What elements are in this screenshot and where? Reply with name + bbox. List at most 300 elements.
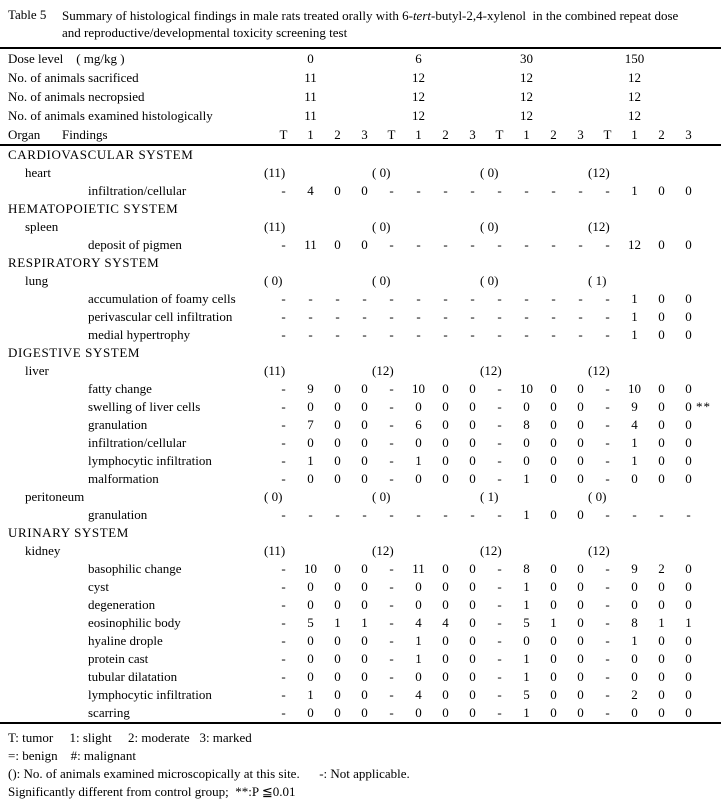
dose-value: 30 [520, 51, 533, 66]
finding-value: 0 [361, 687, 368, 702]
finding-value: - [389, 435, 394, 450]
finding-value: 1 [550, 615, 557, 630]
finding-value: 1 [658, 615, 665, 630]
animal-count: 12 [412, 89, 425, 104]
finding-value: 1 [307, 453, 314, 468]
finding-row [0, 470, 721, 488]
finding-row [0, 560, 721, 578]
finding-value: - [281, 669, 286, 684]
finding-value: - [497, 615, 502, 630]
finding-value: 0 [550, 417, 557, 432]
grade-column-label: 2 [658, 127, 665, 142]
organ-exam-count: (12) [480, 543, 502, 558]
finding-value: - [389, 417, 394, 432]
finding-value: - [605, 705, 610, 720]
organ-row [0, 272, 721, 290]
finding-value: - [578, 183, 583, 198]
finding-value: 0 [577, 561, 584, 576]
organ-exam-count: ( 0) [264, 489, 283, 504]
finding-value: 0 [685, 687, 692, 702]
finding-value: 0 [658, 327, 665, 342]
row-label: spleen [25, 219, 59, 234]
finding-value: 1 [631, 453, 638, 468]
finding-value: - [281, 291, 286, 306]
finding-row [0, 632, 721, 650]
row-label: No. of animals necropsied [8, 89, 145, 104]
caption-line-2: and reproductive/developmental toxicity screening test [62, 25, 348, 40]
finding-value: - [605, 669, 610, 684]
grade-column-label: T [279, 127, 288, 142]
finding-value: - [605, 399, 610, 414]
finding-value: - [605, 417, 610, 432]
finding-value: 0 [685, 453, 692, 468]
finding-value: 0 [577, 705, 584, 720]
finding-value: 6 [415, 417, 422, 432]
finding-value: 0 [361, 435, 368, 450]
finding-value: 0 [550, 453, 557, 468]
row-label: perivascular cell infiltration [88, 309, 233, 324]
finding-value: 0 [658, 669, 665, 684]
finding-value: - [443, 327, 448, 342]
finding-value: - [281, 453, 286, 468]
finding-value: 0 [658, 399, 665, 414]
finding-value: - [281, 579, 286, 594]
organ-exam-count: (12) [588, 219, 610, 234]
finding-row [0, 380, 721, 398]
finding-row [0, 650, 721, 668]
organ-exam-count: (11) [264, 165, 286, 180]
organ-exam-count: (11) [264, 219, 286, 234]
finding-value: 0 [577, 687, 584, 702]
finding-value: - [497, 633, 502, 648]
finding-value: 0 [334, 471, 341, 486]
finding-value: 0 [334, 417, 341, 432]
row-label: No. of animals sacrificed [8, 70, 139, 85]
finding-value: 7 [307, 417, 314, 432]
finding-value: 0 [577, 471, 584, 486]
finding-value: 0 [415, 597, 422, 612]
finding-value: 12 [628, 237, 641, 252]
animal-count: 11 [304, 108, 317, 123]
finding-value: - [362, 327, 367, 342]
finding-value: - [497, 507, 502, 522]
finding-value: - [497, 471, 502, 486]
finding-value: 9 [631, 561, 638, 576]
system-row [0, 344, 721, 362]
table-header [0, 49, 721, 144]
finding-value: - [497, 381, 502, 396]
finding-value: - [524, 183, 529, 198]
finding-value: 0 [685, 633, 692, 648]
finding-value: - [497, 579, 502, 594]
finding-value: 0 [685, 381, 692, 396]
finding-row [0, 596, 721, 614]
finding-value: - [335, 507, 340, 522]
finding-value: 0 [577, 453, 584, 468]
finding-row [0, 416, 721, 434]
finding-value: - [389, 471, 394, 486]
finding-value: 0 [361, 561, 368, 576]
finding-value: 0 [334, 651, 341, 666]
finding-value: 0 [442, 435, 449, 450]
finding-row [0, 506, 721, 524]
finding-value: 0 [577, 435, 584, 450]
finding-value: 1 [415, 633, 422, 648]
organ-row [0, 218, 721, 236]
finding-value: 0 [469, 435, 476, 450]
finding-value: - [281, 399, 286, 414]
finding-value: 0 [523, 633, 530, 648]
finding-value: - [578, 309, 583, 324]
finding-value: 8 [523, 417, 530, 432]
row-label: DIGESTIVE SYSTEM [8, 345, 141, 360]
finding-value: 0 [577, 651, 584, 666]
finding-value: 0 [361, 237, 368, 252]
finding-value: - [470, 237, 475, 252]
finding-value: 1 [523, 597, 530, 612]
finding-value: 0 [334, 687, 341, 702]
finding-value: - [497, 705, 502, 720]
finding-value: - [605, 651, 610, 666]
row-label: cyst [88, 579, 109, 594]
organ-exam-count: ( 1) [588, 273, 607, 288]
finding-row [0, 668, 721, 686]
finding-value: 0 [658, 183, 665, 198]
animal-count: 12 [628, 70, 641, 85]
organ-row [0, 542, 721, 560]
finding-value: - [416, 291, 421, 306]
finding-value: - [524, 291, 529, 306]
finding-value: 0 [577, 417, 584, 432]
finding-value: 0 [334, 561, 341, 576]
organ-row [0, 164, 721, 182]
grade-column-label: 3 [361, 127, 368, 142]
row-label: lymphocytic infiltration [88, 687, 212, 702]
finding-value: - [551, 309, 556, 324]
finding-value: - [605, 597, 610, 612]
finding-value: 0 [307, 435, 314, 450]
finding-value: 0 [658, 453, 665, 468]
grade-column-label: 3 [685, 127, 692, 142]
finding-value: 0 [361, 705, 368, 720]
row-label: heart [25, 165, 51, 180]
organ-exam-count: (12) [588, 363, 610, 378]
finding-row [0, 452, 721, 470]
finding-value: 0 [334, 237, 341, 252]
row-label: eosinophilic body [88, 615, 181, 630]
finding-value: - [578, 237, 583, 252]
row-label: CARDIOVASCULAR SYSTEM [8, 147, 194, 162]
finding-value: 0 [550, 435, 557, 450]
finding-value: 0 [469, 615, 476, 630]
organ-row [0, 362, 721, 380]
finding-value: - [416, 327, 421, 342]
row-label: scarring [88, 705, 130, 720]
finding-value: - [389, 399, 394, 414]
finding-value: 0 [334, 381, 341, 396]
finding-value: - [470, 309, 475, 324]
finding-value: - [578, 327, 583, 342]
footnote-grades: T: tumor 1: slight 2: moderate 3: marked [8, 730, 252, 745]
finding-value: 1 [523, 705, 530, 720]
grade-column-label: 2 [442, 127, 449, 142]
finding-value: 5 [523, 615, 530, 630]
finding-value: 0 [361, 651, 368, 666]
finding-value: 0 [442, 705, 449, 720]
finding-value: - [308, 327, 313, 342]
finding-value: 0 [415, 705, 422, 720]
finding-value: 1 [523, 471, 530, 486]
finding-row [0, 704, 721, 722]
finding-value: 1 [631, 183, 638, 198]
organ-exam-count: (12) [588, 543, 610, 558]
finding-value: 0 [334, 705, 341, 720]
organ-exam-count: ( 0) [264, 273, 283, 288]
finding-value: - [470, 183, 475, 198]
grade-column-label: 1 [307, 127, 314, 142]
finding-value: - [281, 471, 286, 486]
grade-column-label: T [495, 127, 504, 142]
finding-value: 0 [550, 507, 557, 522]
organ-findings-label [0, 125, 270, 144]
finding-value: 0 [550, 633, 557, 648]
finding-value: 0 [307, 651, 314, 666]
finding-value: 0 [469, 687, 476, 702]
finding-value: 1 [523, 579, 530, 594]
finding-value: - [281, 417, 286, 432]
finding-value: 1 [415, 651, 422, 666]
finding-value: 0 [334, 579, 341, 594]
finding-value: 0 [631, 471, 638, 486]
findings-column-label: Findings [62, 127, 108, 142]
finding-value: 0 [307, 705, 314, 720]
finding-value: - [281, 183, 286, 198]
row-label: tubular dilatation [88, 669, 178, 684]
organ-exam-count: ( 0) [372, 219, 391, 234]
row-label: No. of animals examined histologically [8, 108, 213, 123]
grade-column-label: 1 [631, 127, 638, 142]
finding-value: 8 [631, 615, 638, 630]
organ-column-label: Organ [8, 127, 41, 142]
finding-value: 0 [334, 399, 341, 414]
finding-value: - [497, 453, 502, 468]
finding-value: - [362, 309, 367, 324]
table-footnotes [0, 724, 721, 801]
row-label: liver [25, 363, 49, 378]
finding-value: - [578, 291, 583, 306]
finding-value: 0 [361, 579, 368, 594]
finding-value: 0 [658, 417, 665, 432]
finding-row [0, 326, 721, 344]
grade-column-label: 1 [523, 127, 530, 142]
finding-value: 10 [412, 381, 425, 396]
finding-value: 0 [469, 381, 476, 396]
finding-value: 0 [550, 687, 557, 702]
organ-exam-count: ( 0) [480, 273, 499, 288]
finding-value: 0 [685, 705, 692, 720]
finding-value: - [335, 291, 340, 306]
finding-value: 0 [577, 615, 584, 630]
finding-value: 10 [520, 381, 533, 396]
animals-examined-row [0, 106, 721, 125]
finding-value: 1 [523, 651, 530, 666]
finding-value: - [497, 687, 502, 702]
finding-value: 0 [334, 597, 341, 612]
finding-value: - [389, 327, 394, 342]
grade-header-row [0, 125, 721, 144]
finding-value: 0 [550, 561, 557, 576]
row-label: peritoneum [25, 489, 85, 504]
finding-value: 0 [550, 471, 557, 486]
row-label: malformation [88, 471, 159, 486]
finding-value: 0 [685, 435, 692, 450]
finding-value: - [686, 507, 691, 522]
finding-value: 0 [361, 633, 368, 648]
finding-value: 0 [334, 669, 341, 684]
table-caption [62, 7, 678, 41]
finding-value: 0 [550, 381, 557, 396]
finding-value: 1 [361, 615, 368, 630]
finding-value: 0 [307, 669, 314, 684]
finding-value: - [497, 399, 502, 414]
finding-value: - [281, 633, 286, 648]
row-label: lung [25, 273, 49, 288]
caption-italic-tert: tert [412, 8, 431, 23]
finding-value: 1 [307, 687, 314, 702]
finding-value: 0 [442, 579, 449, 594]
grade-column-label: 1 [415, 127, 422, 142]
organ-exam-count: (12) [372, 543, 394, 558]
finding-value: 1 [631, 309, 638, 324]
finding-value: - [281, 435, 286, 450]
finding-value: 0 [469, 471, 476, 486]
finding-value: 0 [685, 579, 692, 594]
row-label: basophilic change [88, 561, 182, 576]
finding-value: 0 [334, 435, 341, 450]
finding-value: - [281, 687, 286, 702]
dose-value: 6 [415, 51, 422, 66]
finding-value: - [281, 597, 286, 612]
finding-value: - [335, 327, 340, 342]
finding-value: 0 [415, 669, 422, 684]
system-row [0, 146, 721, 164]
finding-value: 0 [631, 651, 638, 666]
finding-row [0, 578, 721, 596]
finding-value: 0 [658, 579, 665, 594]
table-number: Table 5 [8, 7, 47, 22]
dose-value: 0 [307, 51, 314, 66]
finding-value: 0 [469, 399, 476, 414]
finding-value: - [389, 183, 394, 198]
finding-value: - [308, 507, 313, 522]
finding-value: 0 [361, 399, 368, 414]
finding-value: 0 [523, 399, 530, 414]
finding-value: 0 [361, 597, 368, 612]
finding-value: - [497, 327, 502, 342]
finding-value: 0 [415, 579, 422, 594]
finding-value: 0 [442, 453, 449, 468]
animal-count: 12 [628, 89, 641, 104]
finding-value: 0 [550, 399, 557, 414]
finding-value: 0 [523, 435, 530, 450]
finding-value: 1 [415, 453, 422, 468]
row-label: URINARY SYSTEM [8, 525, 129, 540]
organ-exam-count: ( 0) [372, 273, 391, 288]
finding-value: - [605, 561, 610, 576]
finding-value: - [389, 687, 394, 702]
finding-value: - [524, 309, 529, 324]
finding-value: 0 [550, 669, 557, 684]
finding-value: 0 [658, 381, 665, 396]
finding-row [0, 614, 721, 632]
finding-value: 0 [685, 291, 692, 306]
finding-value: - [605, 291, 610, 306]
finding-value: - [389, 615, 394, 630]
row-label: hyaline drople [88, 633, 163, 648]
finding-value: 0 [658, 705, 665, 720]
row-label: granulation [88, 507, 148, 522]
animal-count: 12 [520, 108, 533, 123]
finding-value: - [497, 597, 502, 612]
organ-row [0, 488, 721, 506]
finding-value: 2 [658, 561, 665, 576]
finding-value: - [443, 309, 448, 324]
finding-value: 0 [577, 597, 584, 612]
finding-value: 0 [361, 381, 368, 396]
finding-value: 0 [550, 651, 557, 666]
finding-value: 0 [658, 237, 665, 252]
row-label: protein cast [88, 651, 149, 666]
finding-value: 0 [658, 291, 665, 306]
finding-value: - [281, 309, 286, 324]
row-label: swelling of liver cells [88, 399, 201, 414]
finding-value: - [659, 507, 664, 522]
finding-value: 0 [442, 561, 449, 576]
finding-value: - [524, 327, 529, 342]
organ-exam-count: ( 0) [480, 165, 499, 180]
finding-value: 0 [307, 471, 314, 486]
finding-value: 8 [523, 561, 530, 576]
finding-value: 0 [658, 309, 665, 324]
finding-value: 9 [631, 399, 638, 414]
finding-value: 1 [523, 669, 530, 684]
finding-value: - [605, 453, 610, 468]
table-title [0, 0, 721, 41]
finding-value: 0 [442, 597, 449, 612]
finding-value: 0 [577, 507, 584, 522]
finding-value: 0 [685, 669, 692, 684]
row-label: infiltration/cellular [88, 183, 187, 198]
finding-value: 1 [631, 327, 638, 342]
finding-value: 0 [631, 705, 638, 720]
finding-value: 4 [415, 687, 422, 702]
finding-row [0, 686, 721, 704]
finding-value: 5 [307, 615, 314, 630]
finding-value: 0 [442, 399, 449, 414]
finding-value: - [416, 507, 421, 522]
animal-count: 11 [304, 89, 317, 104]
finding-value: 0 [469, 561, 476, 576]
finding-value: 0 [685, 597, 692, 612]
finding-value: - [281, 507, 286, 522]
finding-value: 11 [412, 561, 425, 576]
finding-value: 0 [442, 471, 449, 486]
footnote-significance: Significantly different from control group; **:P ≦0.01 [8, 784, 296, 799]
row-label: RESPIRATORY SYSTEM [8, 255, 160, 270]
finding-value: - [605, 579, 610, 594]
finding-value: 0 [307, 579, 314, 594]
finding-value: - [497, 291, 502, 306]
